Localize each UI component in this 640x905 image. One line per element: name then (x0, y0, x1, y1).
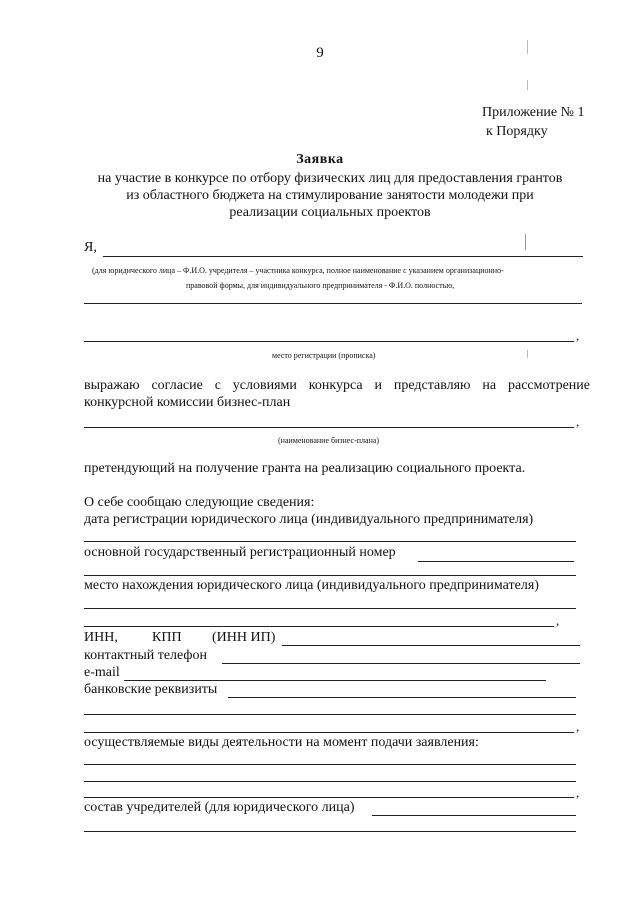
applicant-note-line-2: правовой формы, для индивидуального предпринимателя - Ф.И.О. полностью, (186, 281, 455, 290)
registration-caption: место регистрации (прописка) (272, 351, 376, 360)
subtitle-line-2: из областного бюджета на стимулирование занятости молодежи при (126, 188, 534, 203)
location-field-2[interactable] (84, 626, 554, 627)
business-plan-field[interactable] (84, 427, 574, 428)
reg-date-field[interactable] (84, 541, 576, 542)
founders-field-2[interactable] (84, 831, 576, 832)
ogrn-field[interactable] (418, 561, 574, 562)
applying-text: претендующий на получение гранта на реализацию социального проекта. (84, 461, 526, 476)
appendix-header (482, 103, 585, 141)
inn-kpp-field[interactable] (282, 645, 580, 646)
document-subtitle (60, 170, 600, 221)
activities-field-2[interactable] (84, 781, 576, 782)
location-field-1[interactable] (84, 608, 576, 609)
about-heading: О себе сообщаю следующие сведения: (84, 495, 315, 510)
activities-field-1[interactable] (84, 764, 576, 765)
comma: , (576, 328, 580, 343)
bank-field-3[interactable] (84, 732, 574, 733)
appendix-line-2: к Порядку (486, 124, 548, 139)
bank-field-1[interactable] (228, 697, 576, 698)
phone-label: контактный телефон (84, 648, 207, 663)
inn-label: ИНН, (84, 630, 118, 645)
activities-field-3[interactable] (84, 797, 574, 798)
comma: , (576, 785, 580, 800)
bank-field-2[interactable] (84, 714, 576, 715)
i-label: Я, (84, 240, 97, 255)
business-plan-caption: (наименование бизнес-плана) (278, 436, 380, 445)
document-title: Заявка (296, 152, 344, 167)
email-field[interactable] (124, 680, 546, 681)
comma: , (576, 719, 580, 734)
subtitle-line-1: на участие в конкурсе по отбору физических лиц для предоставления грантов (97, 171, 563, 186)
consent-text: выражаю согласие с условиями конкурса и представляю на рассмотрение конкурсной комиссии бизнес-план (84, 378, 590, 410)
phone-field[interactable] (222, 663, 580, 664)
location-label: место нахождения юридического лица (индивидуального предпринимателя) (84, 578, 539, 593)
founders-field-1[interactable] (372, 815, 576, 816)
comma: , (576, 414, 580, 429)
kpp-label: КПП (152, 630, 182, 645)
applicant-details-field[interactable] (84, 303, 582, 304)
ogrn-extra-field[interactable] (84, 575, 576, 576)
email-label: e-mail (84, 665, 120, 680)
bank-label: банковские реквизиты (84, 682, 218, 697)
page-number: 9 (316, 45, 324, 61)
scan-mark (527, 350, 528, 358)
applicant-note-line-1: (для юридического лица – Ф.И.О. учредителя – участника конкурса, полное наименование с указанием организационно- (92, 266, 504, 275)
reg-date-label: дата регистрации юридического лица (индивидуального предпринимателя) (84, 512, 534, 527)
scan-mark (527, 40, 528, 54)
applicant-name-field[interactable] (103, 256, 583, 257)
ogrn-label: основной государственный регистрационный номер (84, 545, 396, 560)
founders-label: состав учредителей (для юридического лица) (84, 800, 355, 815)
appendix-line-1: Приложение № 1 (482, 105, 585, 120)
subtitle-line-3: реализации социальных проектов (229, 205, 431, 220)
registration-field[interactable] (84, 341, 574, 342)
inn-ip-label: (ИНН ИП) (212, 630, 276, 645)
scan-mark (527, 80, 528, 90)
scan-mark (525, 234, 526, 250)
comma: , (556, 613, 560, 628)
activities-label: осуществляемые виды деятельности на момент подачи заявления: (84, 735, 479, 750)
